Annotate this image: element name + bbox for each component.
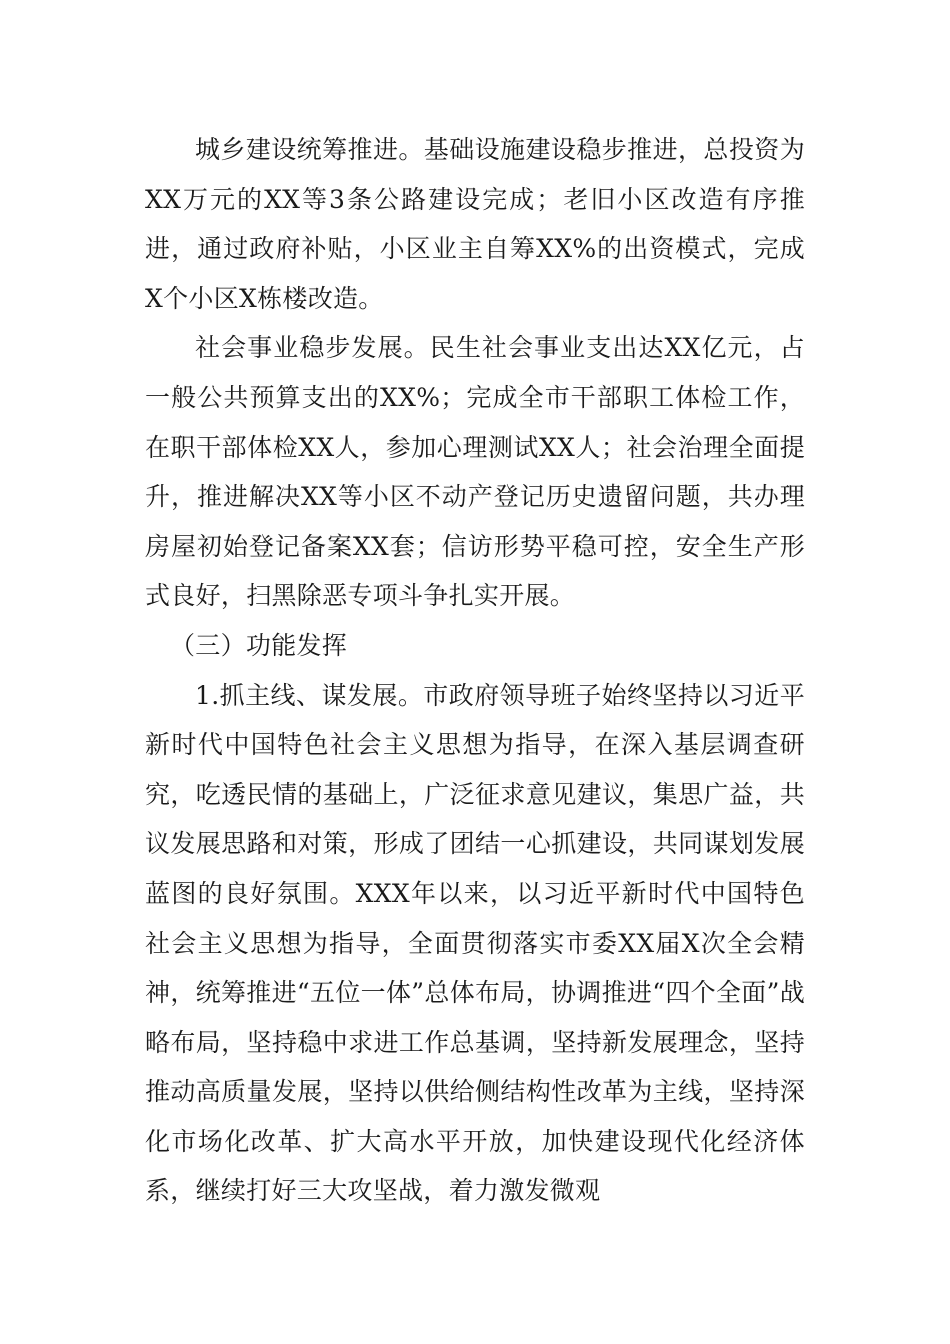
section-heading: （三）功能发挥 [170,630,348,660]
paragraph-main-line-development: 1.抓主线、谋发展。市政府领导班子始终坚持以习近平新时代中国特色社会主义思想为指导，在深入基层调查研究，吃透民情的基础上，广泛征求意见建议，集思广益，共议发展思路和对策，形成了团结一心抓建设，共同谋划发展蓝图的良好氛围。XXX年以来，以习近平新时代中国特色社会主义思想为指导，全面贯彻落实市委XX届X次全会精神，统筹推进“五位一体”总体布局，协调推进“四个全面”战略布局，坚持稳中求进工作总基调，坚持新发展理念，坚持推动高质量发展，坚持以供给侧结构性改革为主线，坚持深化市场化改革、扩大高水平开放，加快建设现代化经济体系，继续打好三大攻坚战，着力激发微观 [145,680,805,1206]
paragraph-urban-rural-construction: 城乡建设统筹推进。基础设施建设稳步推进，总投资为XX万元的XX等3条公路建设完成；老旧小区改造有序推进，通过政府补贴，小区业主自筹XX%的出资模式，完成X个小区X栋楼改造。 [145,135,805,313]
paragraph-social-undertakings: 社会事业稳步发展。民生社会事业支出达XX亿元，占一般公共预算支出的XX%；完成全市干部职工体检工作，在职干部体检XX人，参加心理测试XX人；社会治理全面提升，推进解决XX等小区不动产登记历史遗留问题，共办理房屋初始登记备案XX套；信访形势平稳可控，安全生产形式良好，扫黑除恶专项斗争扎实开展。 [145,333,805,611]
document-body [145,125,805,1216]
